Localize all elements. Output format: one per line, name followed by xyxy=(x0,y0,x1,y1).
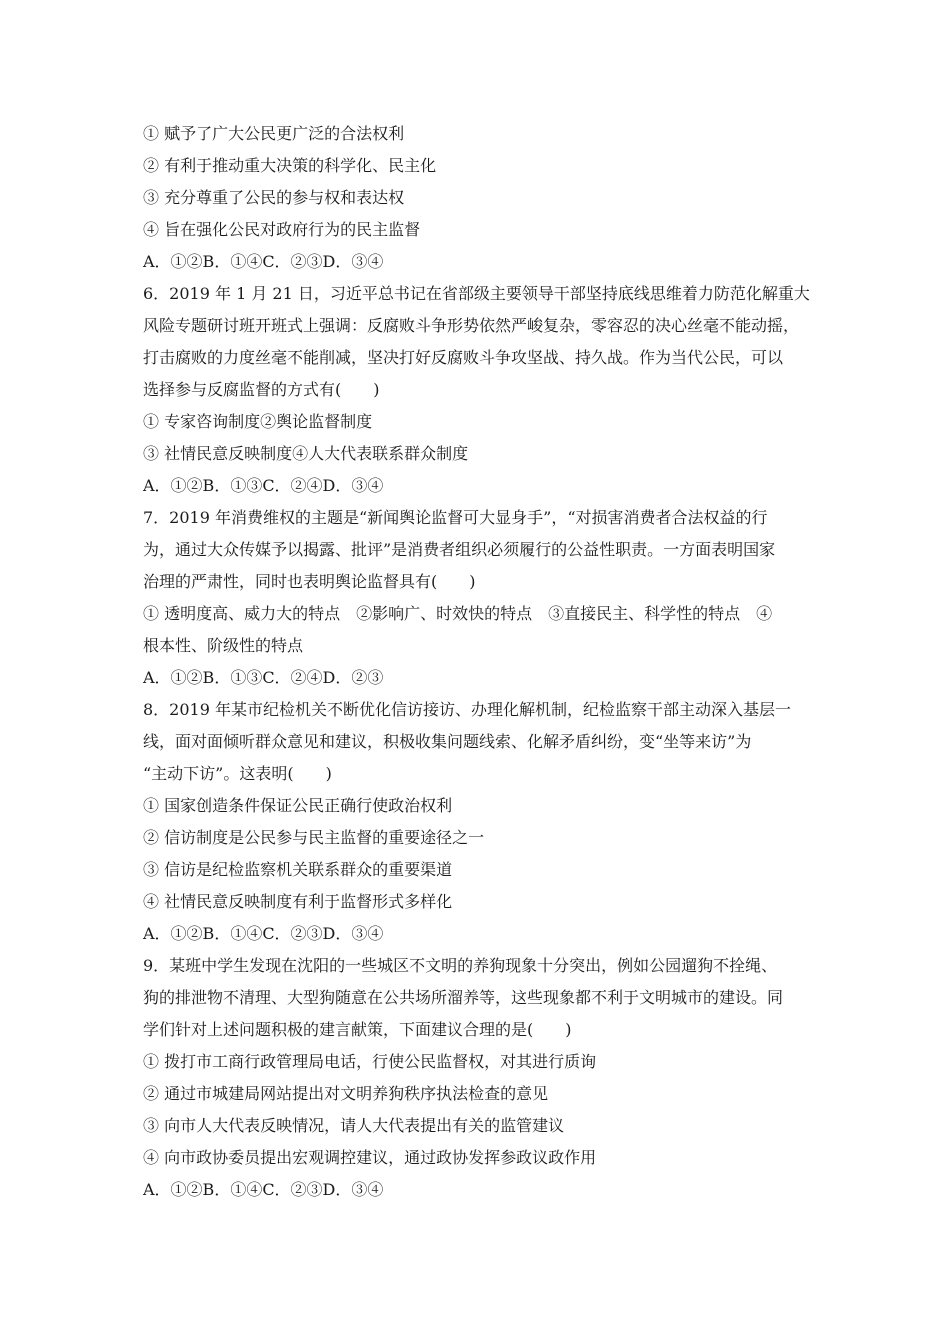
q5-option-4: ④ 旨在强化公民对政府行为的民主监督 xyxy=(143,220,421,239)
q6-stem-line-3: 打击腐败的力度丝毫不能削减，坚决打好反腐败斗争攻坚战、持久战。作为当代公民，可以 xyxy=(143,348,784,367)
q6-answer-choices: A．①②B．①③C．②④D．③④ xyxy=(143,476,384,495)
q8-option-3: ③ 信访是纪检监察机关联系群众的重要渠道 xyxy=(143,860,453,879)
q7-option-line-1: ① 透明度高、威力大的特点 ②影响广、时效快的特点 ③直接民主、科学性的特点 ④ xyxy=(143,604,773,623)
q9-stem-line-2: 狗的排泄物不清理、大型狗随意在公共场所溜养等，这些现象都不利于文明城市的建设。同 xyxy=(143,988,784,1007)
q7-stem-line-2: 为，通过大众传媒予以揭露、批评”是消费者组织必须履行的公益性职责。一方面表明国家 xyxy=(143,540,776,559)
q5-option-2: ② 有利于推动重大决策的科学化、民主化 xyxy=(143,156,437,175)
q5-option-3: ③ 充分尊重了公民的参与权和表达权 xyxy=(143,188,405,207)
q9-stem-line-3: 学们针对上述问题积极的建言献策，下面建议合理的是( ) xyxy=(143,1020,572,1039)
q9-answer-choices: A．①②B．①④C．②③D．③④ xyxy=(143,1180,384,1199)
q8-stem-line-3: “主动下访”。这表明( ) xyxy=(143,764,332,783)
q8-option-2: ② 信访制度是公民参与民主监督的重要途径之一 xyxy=(143,828,485,847)
q9-option-4: ④ 向市政协委员提出宏观调控建议，通过政协发挥参政议政作用 xyxy=(143,1148,597,1167)
q6-stem-line-2: 风险专题研讨班开班式上强调：反腐败斗争形势依然严峻复杂，零容忍的决心丝毫不能动摇， xyxy=(143,316,800,335)
q7-answer-choices: A．①②B．①③C．②④D．②③ xyxy=(143,668,384,687)
q6-stem-line-1: 6．2019 年 1 月 21 日，习近平总书记在省部级主要领导干部坚持底线思维着力防范化解重大 xyxy=(143,284,810,303)
q8-stem-line-2: 线，面对面倾听群众意见和建议，积极收集问题线索、化解矛盾纠纷，变“坐等来访”为 xyxy=(143,732,752,751)
q6-option-line-1: ① 专家咨询制度②舆论监督制度 xyxy=(143,412,373,431)
q8-answer-choices: A．①②B．①④C．②③D．③④ xyxy=(143,924,384,943)
q9-option-1: ① 拨打市工商行政管理局电话，行使公民监督权，对其进行质询 xyxy=(143,1052,597,1071)
q8-stem-line-1: 8．2019 年某市纪检机关不断优化信访接访、办理化解机制，纪检监察干部主动深入基层一 xyxy=(143,700,791,719)
q6-stem-line-4: 选择参与反腐监督的方式有( ) xyxy=(143,380,380,399)
q7-stem-line-3: 治理的严肃性，同时也表明舆论监督具有( ) xyxy=(143,572,476,591)
q8-option-1: ① 国家创造条件保证公民正确行使政治权利 xyxy=(143,796,453,815)
q9-option-2: ② 通过市城建局网站提出对文明养狗秩序执法检查的意见 xyxy=(143,1084,549,1103)
q7-option-line-2: 根本性、阶级性的特点 xyxy=(143,636,304,655)
q6-option-line-2: ③ 社情民意反映制度④人大代表联系群众制度 xyxy=(143,444,469,463)
q7-stem-line-1: 7．2019 年消费维权的主题是“新闻舆论监督可大显身手”，“对损害消费者合法权益的行 xyxy=(143,508,768,527)
q8-option-4: ④ 社情民意反映制度有利于监督形式多样化 xyxy=(143,892,453,911)
q5-option-1: ① 赋予了广大公民更广泛的合法权利 xyxy=(143,124,405,143)
q5-answer-choices: A．①②B．①④C．②③D．③④ xyxy=(143,252,384,271)
q9-option-3: ③ 向市人大代表反映情况，请人大代表提出有关的监管建议 xyxy=(143,1116,565,1135)
q9-stem-line-1: 9．某班中学生发现在沈阳的一些城区不文明的养狗现象十分突出，例如公园遛狗不拴绳、 xyxy=(143,956,778,975)
